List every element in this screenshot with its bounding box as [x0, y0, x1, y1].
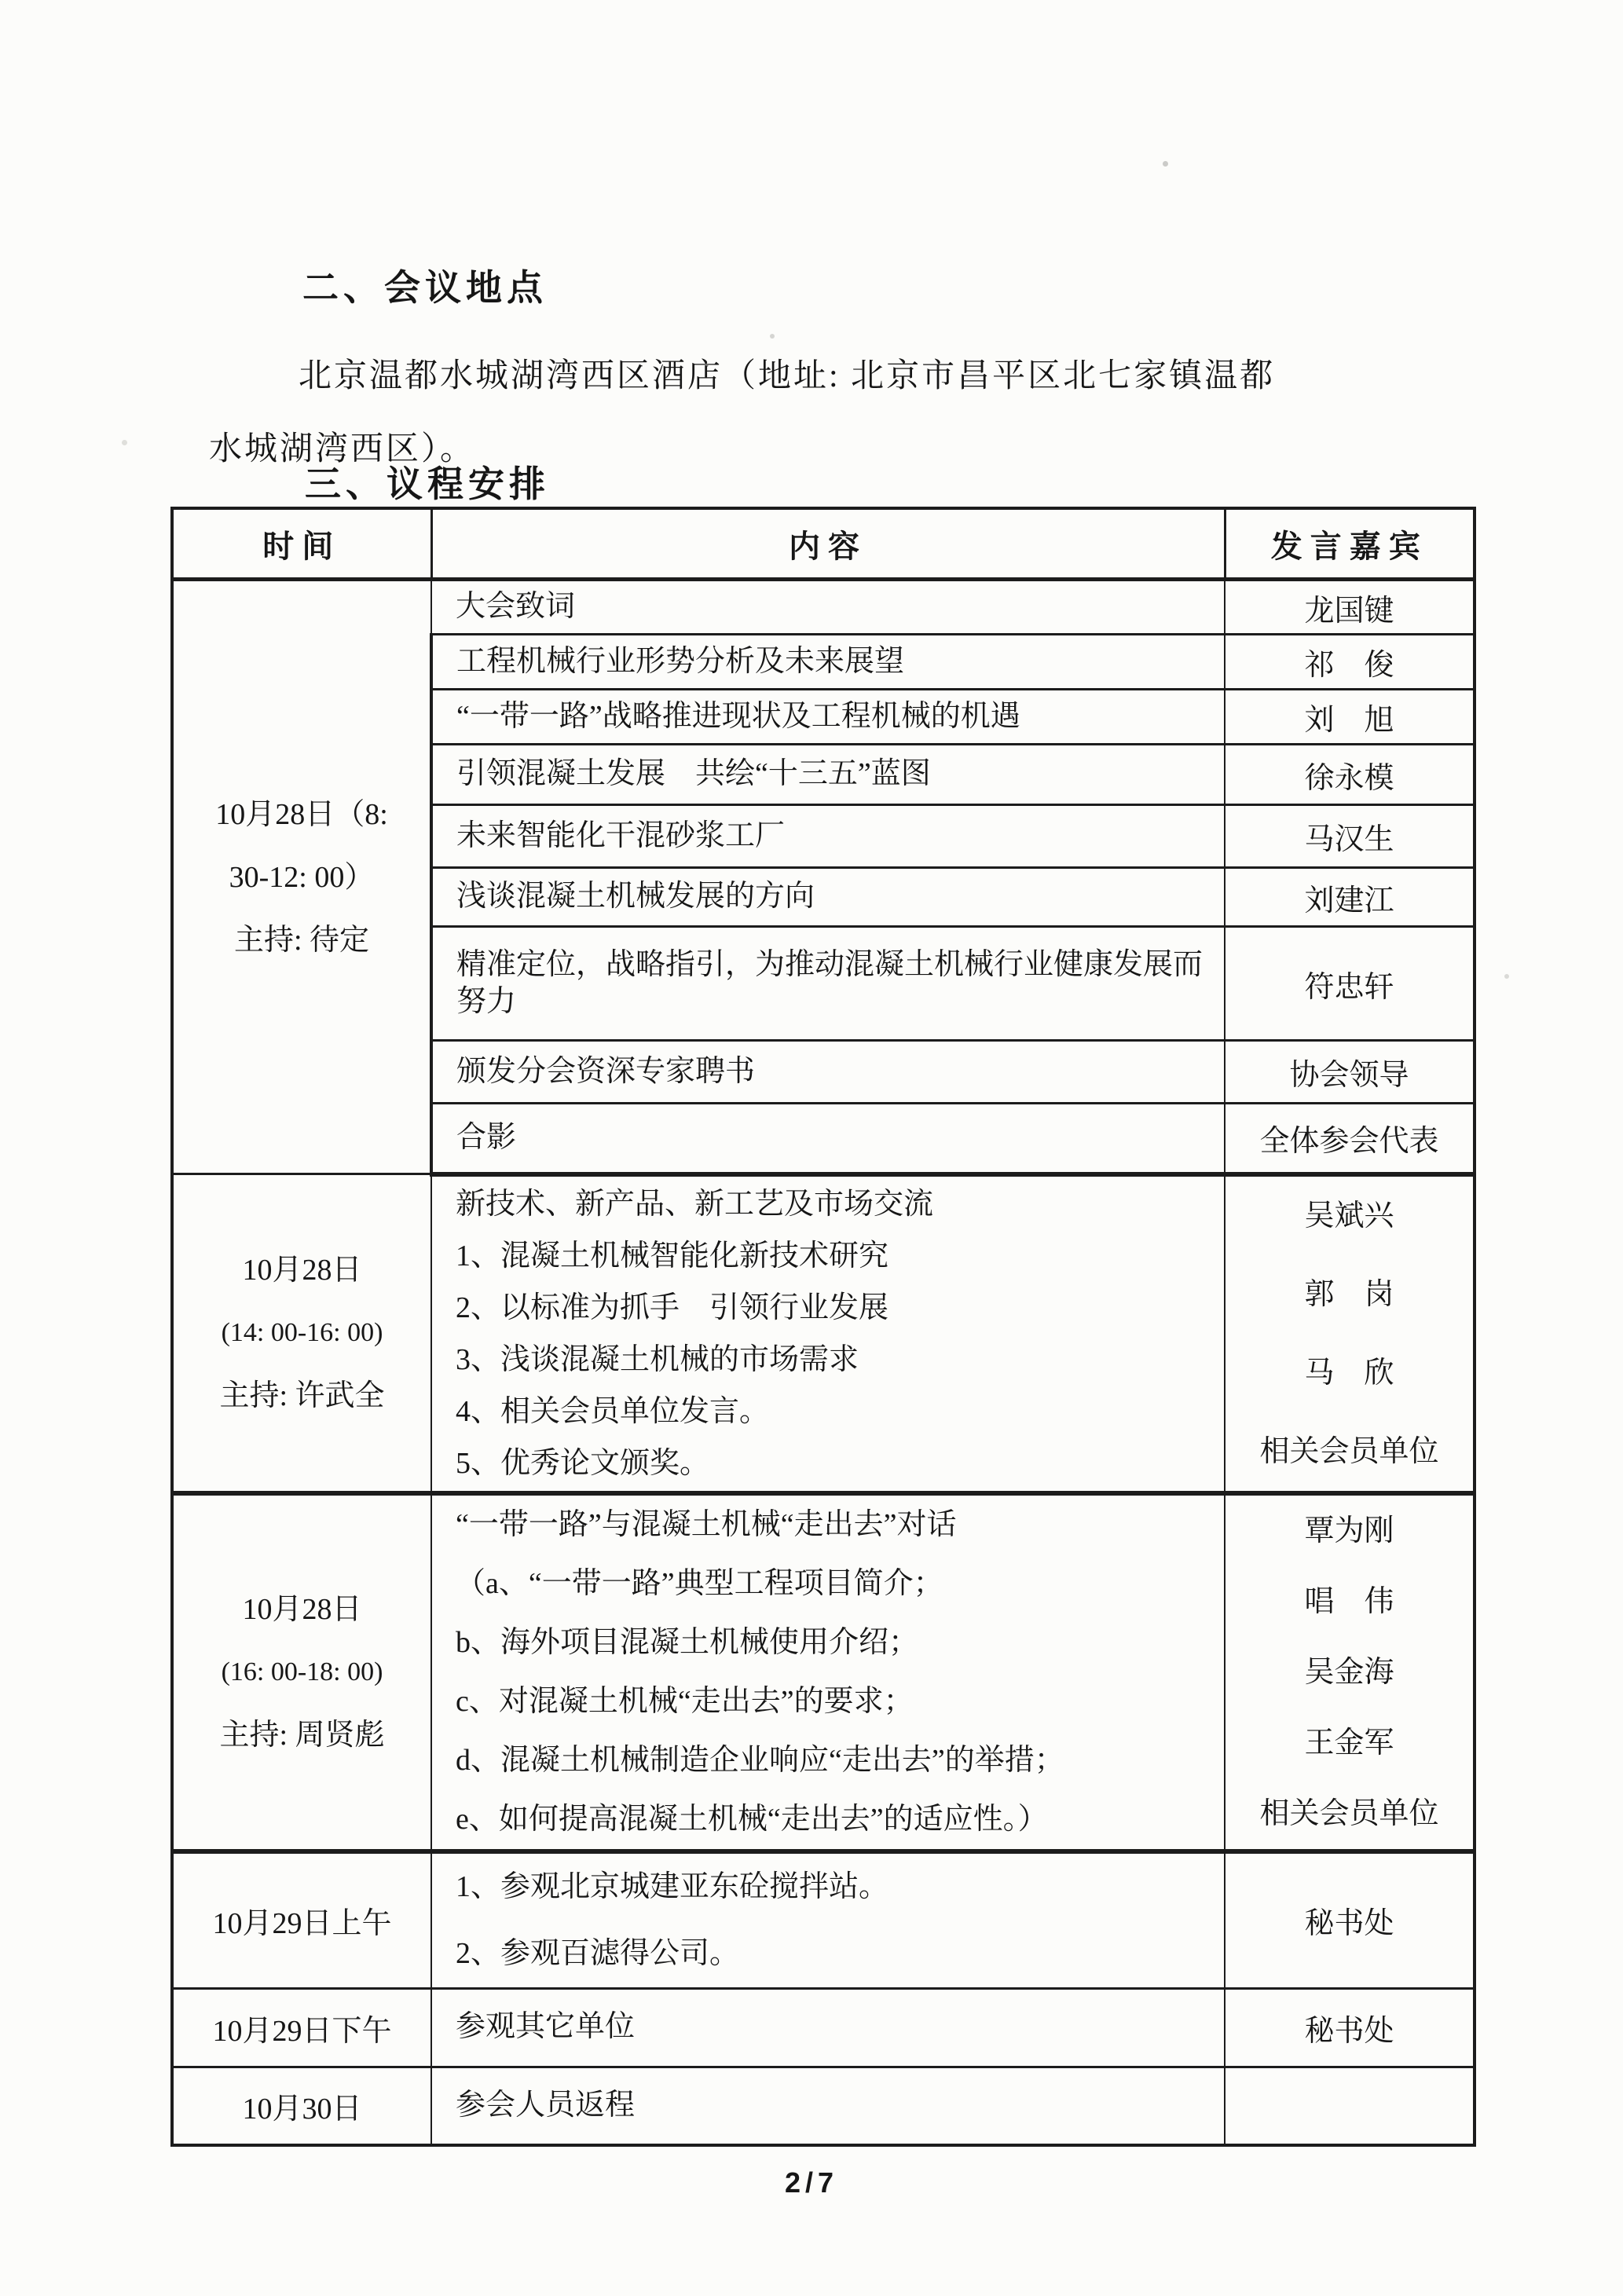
table-row — [172, 580, 1475, 635]
column-header-content: 内容 — [431, 508, 1225, 580]
agenda-item-speaker: 符忠轩 — [1225, 927, 1475, 1041]
agenda-item-speaker: 相关会员单位 — [1259, 1434, 1439, 1468]
agenda-item-speaker: 全体参会代表 — [1225, 1104, 1475, 1174]
agenda-item-content: 合影 — [431, 1104, 1225, 1174]
agenda-line: “一带一路”与混凝土机械“走出去”对话 — [456, 1507, 957, 1541]
location-paragraph-line2: 水城湖湾西区）。 — [209, 431, 476, 467]
page-number: 2/7 — [784, 2166, 839, 2199]
agenda-item-speaker: 协会领导 — [1225, 1041, 1475, 1104]
agenda-item-speaker: 吴斌兴 — [1304, 1199, 1394, 1232]
agenda-item-speaker: 秘书处 — [1225, 1988, 1475, 2067]
session3-time-line3: 主持: 周贤彪 — [219, 1718, 385, 1752]
agenda-item-content: 引领混凝土发展 共绘“十三五”蓝图 — [431, 745, 1225, 805]
session3-content-cell — [431, 1493, 1225, 1851]
agenda-item-speaker: 祁 俊 — [1225, 635, 1475, 690]
session5-time-cell: 10月29日下午 — [172, 1988, 431, 2067]
table-row — [172, 1851, 1475, 1989]
session4-content-cell — [431, 1851, 1225, 1989]
agenda-line: 1、混凝土机械智能化新技术研究 — [456, 1239, 889, 1273]
agenda-line: 3、浅谈混凝土机械的市场需求 — [456, 1342, 859, 1376]
agenda-item-speaker: 吴金海 — [1304, 1655, 1394, 1689]
session3-time-cell — [172, 1493, 431, 1851]
scan-speck — [770, 334, 775, 339]
agenda-item-content: 未来智能化干混砂浆工厂 — [431, 805, 1225, 868]
agenda-item-speaker: 马 欣 — [1304, 1356, 1394, 1390]
location-paragraph-line1: 北京温都水城湖湾西区酒店（地址: 北京市昌平区北七家镇温都 — [299, 358, 1276, 394]
agenda-item-content: 颁发分会资深专家聘书 — [431, 1041, 1225, 1104]
agenda-item-content: 浅谈混凝土机械发展的方向 — [431, 868, 1225, 927]
column-header-speaker: 发言嘉宾 — [1225, 508, 1475, 580]
table-row — [172, 1988, 1475, 2067]
agenda-item-content: 参会人员返程 — [431, 2067, 1225, 2145]
session2-speaker-cell — [1225, 1174, 1475, 1493]
agenda-item-speaker: 相关会员单位 — [1259, 1796, 1439, 1830]
scan-speck — [1163, 161, 1168, 167]
table-row — [172, 1493, 1475, 1851]
agenda-item-content: 大会致词 — [431, 580, 1225, 635]
agenda-line: 1、参观北京城建亚东砼搅拌站。 — [456, 1869, 889, 1903]
session2-time-line2: (14: 00-16: 00) — [221, 1317, 383, 1347]
table-row — [172, 1174, 1475, 1493]
session3-speaker-cell — [1225, 1493, 1475, 1851]
agenda-line: 2、以标准为抓手 引领行业发展 — [456, 1291, 889, 1324]
heading-agenda-arrangement: 三、议程安排 — [305, 464, 550, 504]
session2-time-cell — [172, 1174, 431, 1493]
agenda-line: 5、优秀论文颁奖。 — [456, 1446, 710, 1480]
agenda-item-speaker: 刘 旭 — [1225, 690, 1475, 745]
agenda-line: 新技术、新产品、新工艺及市场交流 — [456, 1187, 934, 1221]
agenda-line: 2、参观百滤得公司。 — [456, 1936, 740, 1970]
agenda-item-speaker: 马汉生 — [1225, 805, 1475, 868]
session3-time-line2: (16: 00-18: 00) — [221, 1657, 383, 1686]
agenda-item-speaker: 覃为刚 — [1304, 1514, 1394, 1547]
agenda-item-speaker: 唱 伟 — [1304, 1584, 1394, 1618]
session2-time-line3: 主持: 许武全 — [219, 1379, 385, 1412]
agenda-line: （a、“一带一路”典型工程项目简介； — [456, 1566, 943, 1600]
session2-time-line1: 10月28日 — [242, 1253, 362, 1287]
table-header-row — [172, 508, 1475, 580]
agenda-line: c、对混凝土机械“走出去”的要求； — [456, 1684, 914, 1718]
agenda-line: e、如何提高混凝土机械“走出去”的适应性。） — [456, 1802, 1048, 1836]
agenda-item-content: 参观其它单位 — [431, 1988, 1225, 2067]
agenda-line: d、混凝土机械制造企业响应“走出去”的举措； — [456, 1743, 1064, 1777]
table-row — [172, 2067, 1475, 2145]
session1-time-line3: 主持: 待定 — [233, 923, 370, 957]
agenda-line: 4、相关会员单位发言。 — [456, 1394, 770, 1428]
agenda-item-speaker: 郭 岗 — [1304, 1277, 1394, 1311]
session3-time-line1: 10月28日 — [242, 1592, 362, 1626]
agenda-item-speaker — [1225, 2067, 1475, 2145]
agenda-table — [170, 507, 1476, 2147]
agenda-item-content: 工程机械行业形势分析及未来展望 — [431, 635, 1225, 690]
agenda-item-speaker: 秘书处 — [1225, 1851, 1475, 1989]
agenda-item-speaker: 徐永模 — [1225, 745, 1475, 805]
column-header-time: 时间 — [172, 508, 431, 580]
agenda-item-speaker: 龙国键 — [1225, 580, 1475, 635]
agenda-item-speaker: 刘建江 — [1225, 868, 1475, 927]
scan-speck — [122, 440, 127, 445]
session2-content-cell — [431, 1174, 1225, 1493]
session1-time-line1: 10月28日（8: — [215, 797, 388, 831]
agenda-item-content: 精准定位，战略指引，为推动混凝土机械行业健康发展而努力 — [431, 927, 1225, 1041]
session1-time-cell — [172, 580, 431, 1174]
session1-time-line2: 30-12: 00） — [229, 860, 375, 894]
agenda-item-speaker: 王金军 — [1304, 1726, 1394, 1760]
scan-speck — [1504, 974, 1509, 979]
heading-meeting-location: 二、会议地点 — [302, 268, 548, 308]
agenda-item-content: “一带一路”战略推进现状及工程机械的机遇 — [431, 690, 1225, 745]
session4-time-cell: 10月29日上午 — [172, 1851, 431, 1989]
agenda-line: b、海外项目混凝土机械使用介绍； — [456, 1625, 919, 1659]
session6-time-cell: 10月30日 — [172, 2067, 431, 2145]
